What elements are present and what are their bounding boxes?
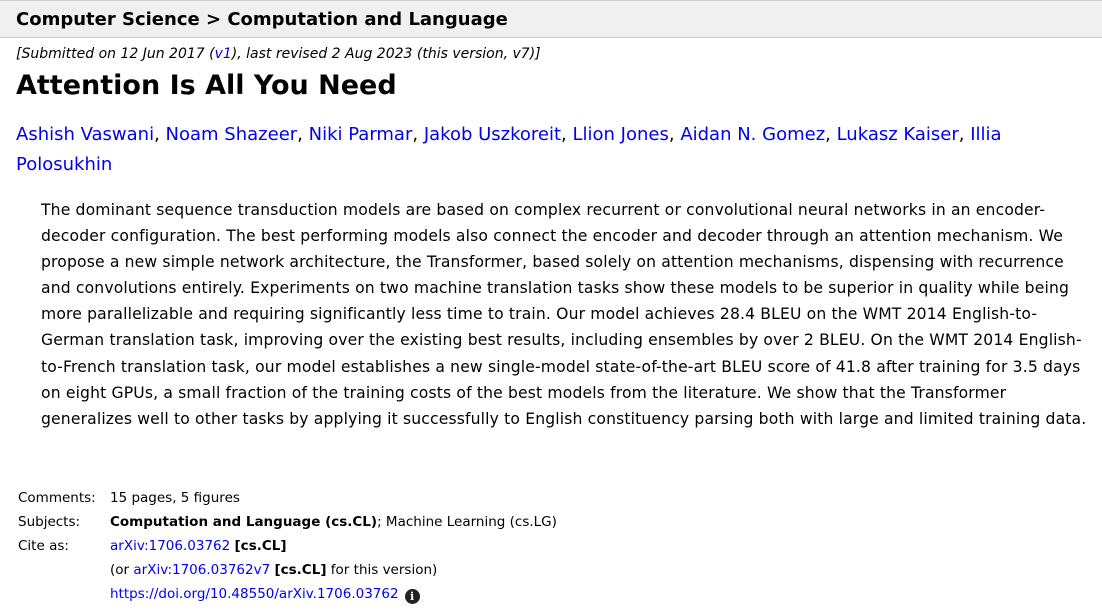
breadcrumb-separator: > [199,9,228,30]
version-prefix: (or [110,562,134,578]
breadcrumb [16,9,508,30]
author-separator: , [412,124,424,145]
author-link[interactable]: Aidan N. Gomez [680,124,826,145]
author-link[interactable]: Jakob Uszkoreit [423,124,562,145]
comments-value: 15 pages, 5 figures [110,490,240,506]
header-bar [0,0,1102,38]
version-category: [cs.CL] [274,562,327,578]
breadcrumb-category[interactable]: Computer Science [16,9,200,30]
author-link[interactable]: Ashish Vaswani [16,124,155,145]
paper-title: Attention Is All You Need [16,70,397,101]
dateline-suffix: ), last revised 2 Aug 2023 (this version, v7)] [231,46,541,62]
v1-link[interactable]: v1 [214,46,232,62]
author-list [16,120,1096,180]
author-link[interactable]: Llion Jones [572,124,669,145]
comments-label: Comments: [18,490,96,506]
cite-label: Cite as: [18,538,69,554]
author-separator: , [297,124,309,145]
version-suffix: for this version) [326,562,438,578]
doi-value [110,582,420,606]
version-value [110,558,437,582]
author-separator: , [668,124,681,145]
author-link[interactable]: Niki Parmar [308,124,413,145]
cite-link[interactable]: arXiv:1706.03762 [110,538,231,554]
secondary-subject: ; Machine Learning (cs.LG) [377,514,557,530]
author-link[interactable]: Lukasz Kaiser [836,124,959,145]
author-link[interactable]: Noam Shazeer [165,124,298,145]
author-separator: , [825,124,837,145]
author-separator: , [958,124,971,145]
doi-link[interactable]: https://doi.org/10.48550/arXiv.1706.03762 [110,586,399,602]
primary-subject: Computation and Language (cs.CL) [110,514,378,530]
subjects-label: Subjects: [18,514,81,530]
author-link[interactable]: Illia Polosukhin [16,124,1002,175]
cite-value [110,534,287,558]
subjects-value [110,510,557,534]
info-icon[interactable]: i [405,589,420,604]
submission-dateline [16,46,541,62]
version-link[interactable]: arXiv:1706.03762v7 [133,562,271,578]
abstract: The dominant sequence transduction models are based on complex recurrent or convolutional neural networks in an encoder-decoder configuration. The best performing models also connect the encoder and decoder through an attention mechanism. We propose a new simple network architecture, the Transformer, based solely on attention mechanisms, dispensing with recurrence and convolutions entirely. Experiments on two machine translation tasks show these models to be superior in quality while being more parallelizable and requiring significantly less time to train. Our model achieves 28.4 BLEU on the WMT 2014 English-to-German translation task, improving over the existing best results, including ensembles by over 2 BLEU. On the WMT 2014 English-to-French translation task, our model establishes a new single-model state-of-the-art BLEU score of 41.8 after training for 3.5 days on eight GPUs, a small fraction of the training costs of the best models from the literature. We show that the Transformer generalizes well to other tasks by applying it successfully to English constituency parsing both with large and limited training data. [41,201,1087,428]
author-separator: , [154,124,166,145]
author-separator: , [561,124,573,145]
dateline-prefix: [Submitted on 12 Jun 2017 ( [16,46,215,62]
breadcrumb-subcategory[interactable]: Computation and Language [227,9,508,30]
cite-category: [cs.CL] [234,538,287,554]
